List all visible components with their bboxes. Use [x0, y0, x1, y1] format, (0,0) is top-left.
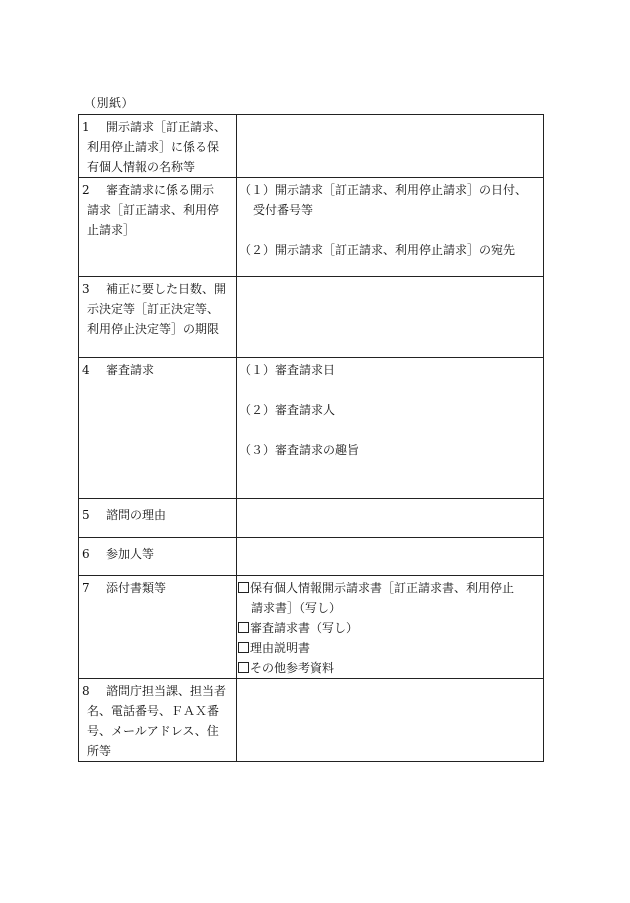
row-label-line: 参加人等	[106, 547, 155, 561]
row-number: 7	[82, 581, 90, 595]
row-2-label-cell	[79, 178, 237, 277]
row-3-content-cell[interactable]	[237, 277, 544, 358]
content-line: （３）審査請求の趣旨	[239, 443, 360, 457]
row-number: 2	[82, 183, 90, 197]
row-3-label-cell	[79, 277, 237, 358]
row-label-line: 号、メールアドレス、住	[87, 724, 219, 738]
checklist-item-continuation: 請求書］（写し）	[251, 601, 342, 615]
row-number: 3	[82, 282, 90, 296]
content-line: 受付番号等	[253, 203, 314, 217]
row-label-line: 止請求］	[87, 223, 136, 237]
row-2-content-cell[interactable]	[237, 178, 544, 277]
table-row	[79, 115, 544, 178]
row-4-content-cell[interactable]	[237, 358, 544, 499]
checklist-item[interactable]: 理由説明書	[237, 638, 543, 658]
inquiry-form-table	[78, 114, 544, 762]
row-label-line: 所等	[87, 744, 112, 758]
row-label-line: 示決定等［訂正決定等、	[87, 302, 220, 316]
row-number: 4	[82, 363, 90, 377]
table-row	[79, 576, 544, 679]
row-label-line: 諮問庁担当課、担当者	[106, 684, 227, 698]
content-line: （２）審査請求人	[239, 403, 336, 417]
row-label-line: 請求［訂正請求、利用停	[87, 203, 220, 217]
row-label-line: 補正に要した日数、開	[106, 282, 227, 296]
table-row	[79, 538, 544, 576]
checkbox-icon[interactable]	[238, 582, 249, 593]
checkbox-icon[interactable]	[238, 662, 249, 673]
table-row	[79, 499, 544, 538]
table-row	[79, 358, 544, 499]
row-1-label-cell	[79, 115, 237, 178]
content-line: （１）開示請求［訂正請求、利用停止請求］の日付、	[239, 183, 528, 197]
row-5-label-cell	[79, 499, 237, 538]
row-8-label-cell	[79, 679, 237, 762]
table-row	[79, 277, 544, 358]
table-row	[79, 679, 544, 762]
row-6-content-cell[interactable]	[237, 538, 544, 576]
row-number: 8	[82, 684, 90, 698]
row-number: 5	[82, 508, 90, 522]
row-5-content-cell[interactable]	[237, 499, 544, 538]
row-label-line: 名、電話番号、ＦＡＸ番	[87, 704, 220, 718]
table-row	[79, 178, 544, 277]
row-label-line: 添付書類等	[106, 581, 167, 595]
row-label-line: 審査請求に係る開示	[106, 183, 215, 197]
checkbox-icon[interactable]	[238, 622, 249, 633]
row-label-line: 利用停止請求］に係る保	[87, 140, 220, 154]
row-label-line: 有個人情報の名称等	[87, 160, 196, 174]
row-4-label-cell	[79, 358, 237, 499]
checklist-item[interactable]: その他参考資料	[237, 658, 543, 678]
checklist-item[interactable]: 保有個人情報開示請求書［訂正請求書、利用停止	[237, 578, 543, 598]
row-number: 6	[82, 547, 90, 561]
row-6-label-cell	[79, 538, 237, 576]
row-8-content-cell[interactable]	[237, 679, 544, 762]
content-line: （２）開示請求［訂正請求、利用停止請求］の宛先	[239, 243, 516, 257]
row-label-line: 審査請求	[106, 363, 155, 377]
content-line: （１）審査請求日	[239, 363, 336, 377]
row-label-line: 利用停止決定等］の期限	[87, 322, 220, 336]
row-label-line: 諮問の理由	[106, 508, 167, 522]
row-number: 1	[82, 120, 90, 134]
checkbox-icon[interactable]	[238, 642, 249, 653]
checklist-item[interactable]: 審査請求書（写し）	[237, 618, 543, 638]
row-7-content-cell	[237, 576, 544, 679]
row-1-content-cell[interactable]	[237, 115, 544, 178]
row-label-line: 開示請求［訂正請求、	[106, 120, 227, 134]
row-7-label-cell	[79, 576, 237, 679]
attachment-label: （別紙）	[84, 96, 135, 110]
